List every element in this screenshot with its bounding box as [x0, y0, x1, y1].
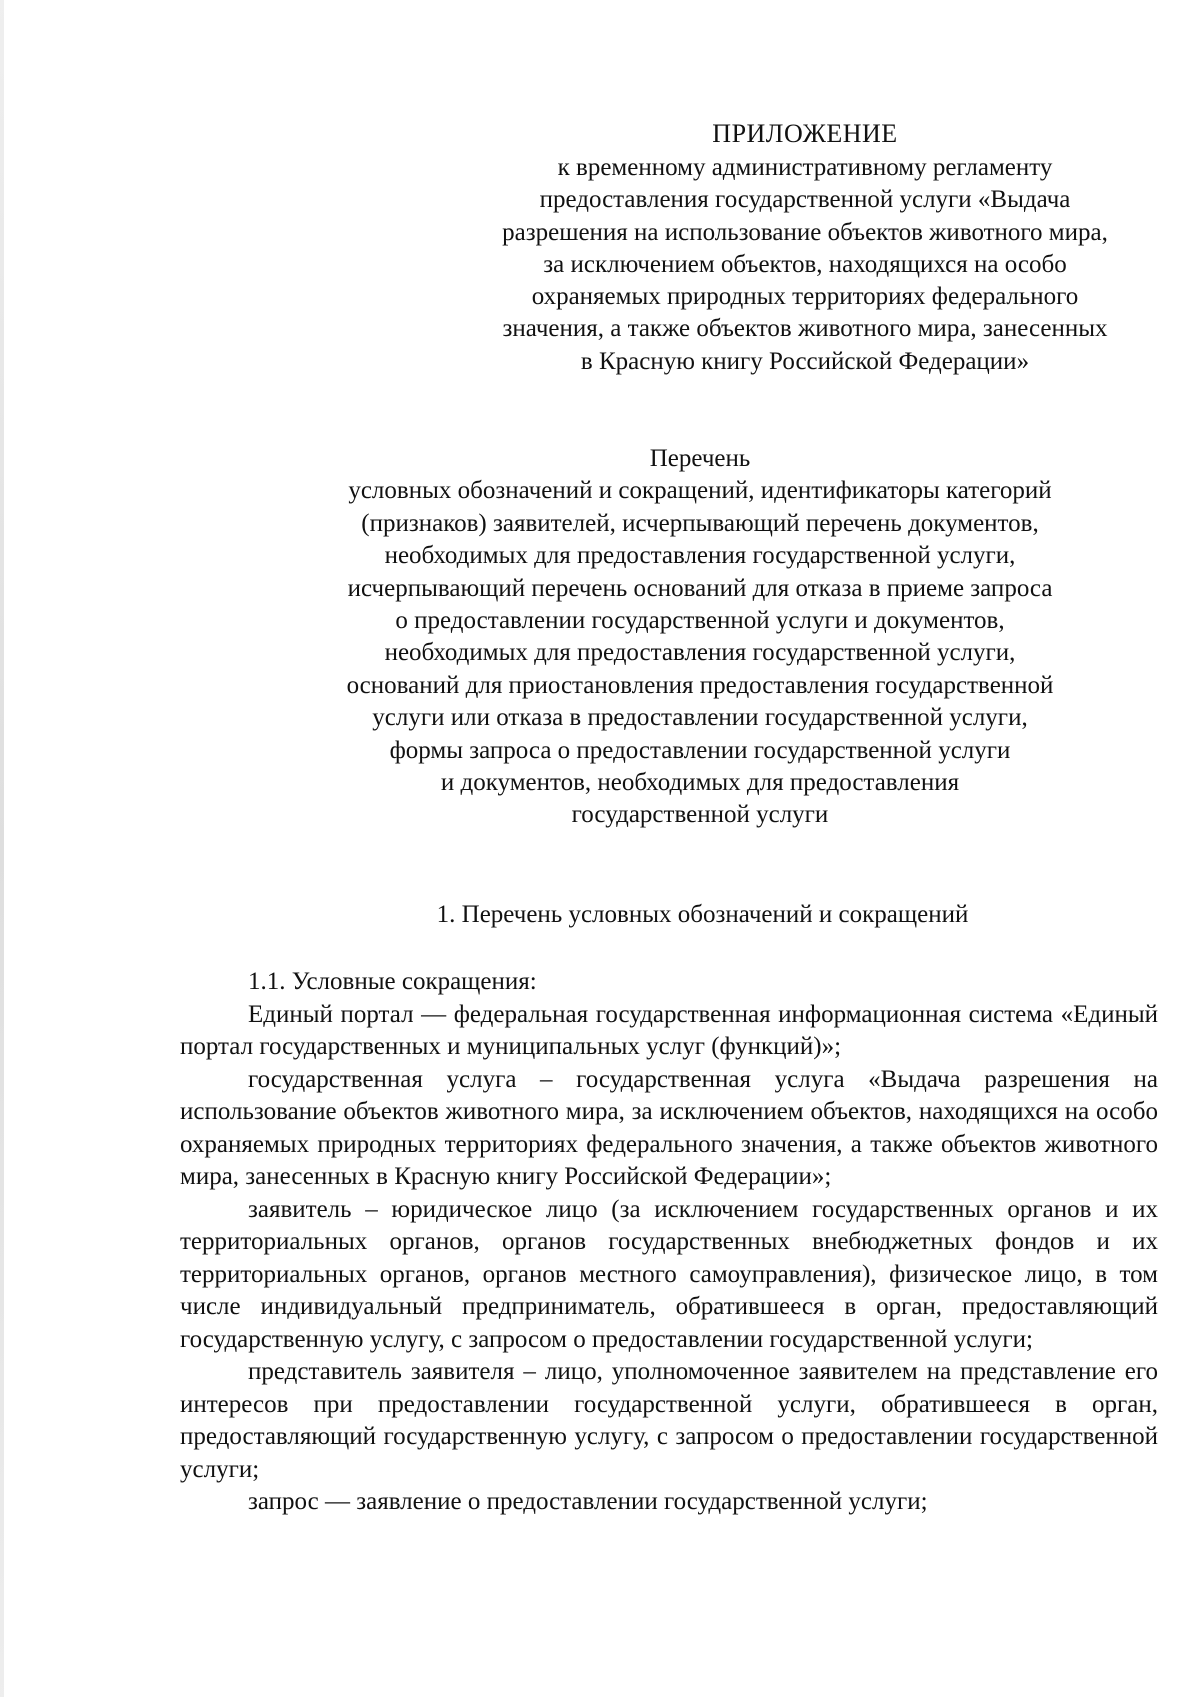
appendix-line: за исключением объектов, находящихся на особо — [543, 250, 1067, 278]
title-line: необходимых для предоставления государственной услуги, — [384, 639, 1016, 667]
appendix-line: предоставления государственной услуги «Выдача — [539, 186, 1071, 214]
title-line: и документов, необходимых для предоставления — [440, 769, 960, 797]
definition-paragraph: запрос — заявление о предоставлении государственной услуги; — [248, 1488, 928, 1515]
section-body — [180, 966, 1158, 1519]
definition-paragraph: заявитель – юридическое лицо (за исключением государственных органов и их территориальных органов, органов государственных внебюджетных фондов и их территориальных органов, органов местного самоуправления), физическое лицо, в том числе индивидуальный предприниматель, обратившееся в орган, предоставляющий государственную услугу, с запросом о предоставлении государственной услуги; — [180, 1195, 1158, 1353]
title-line: исчерпывающий перечень оснований для отказа в приеме запроса — [347, 574, 1053, 602]
definition-paragraph: представитель заявителя – лицо, уполномоченное заявителем на представление его интересов при предоставлении государственной услуги, обратившееся в орган, предоставляющий государственную услугу, с запросом о предоставлении государственной услуги; — [180, 1358, 1158, 1483]
appendix-heading: ПРИЛОЖЕНИЕ — [712, 119, 898, 148]
document-title — [280, 443, 1120, 832]
title-line: формы запроса о предоставлении государственной услуги — [389, 736, 1011, 764]
title-line: необходимых для предоставления государственной услуги, — [384, 542, 1016, 570]
appendix-line: значения, а также объектов животного мира, занесенных — [502, 315, 1108, 343]
title-heading: Перечень — [649, 445, 751, 472]
subsection-heading: 1.1. Условные сокращения: — [248, 968, 537, 995]
section-heading: 1. Перечень условных обозначений и сокращений — [436, 901, 969, 928]
title-line: (признаков) заявителей, исчерпывающий перечень документов, — [361, 509, 1039, 537]
appendix-line: охраняемых природных территориях федерального — [531, 283, 1079, 311]
title-line: о предоставлении государственной услуги и документов, — [395, 607, 1005, 635]
title-line: услуги или отказа в предоставлении государственной услуги, — [372, 704, 1028, 732]
title-line: условных обозначений и сокращений, идентификаторы категорий — [348, 477, 1052, 505]
appendix-line: в Красную книгу Российской Федерации» — [580, 347, 1030, 375]
title-line: государственной услуги — [571, 801, 829, 829]
title-line: оснований для приостановления предоставления государственной — [346, 671, 1054, 699]
definition-paragraph: Единый портал — федеральная государственная информационная система «Единый портал государственных и муниципальных услуг (функций)»; — [180, 1000, 1158, 1060]
appendix-line: разрешения на использование объектов животного мира, — [502, 218, 1108, 246]
definition-paragraph: государственная услуга – государственная услуга «Выдача разрешения на использование объектов животного мира, за исключением объектов, находящихся на особо охраняемых природных территориях федерального значения, а также объектов животного мира, занесенных в Красную книгу Российской Федерации»; — [180, 1065, 1158, 1190]
appendix-header — [455, 116, 1155, 378]
appendix-line: к временному административному регламенту — [557, 154, 1053, 181]
